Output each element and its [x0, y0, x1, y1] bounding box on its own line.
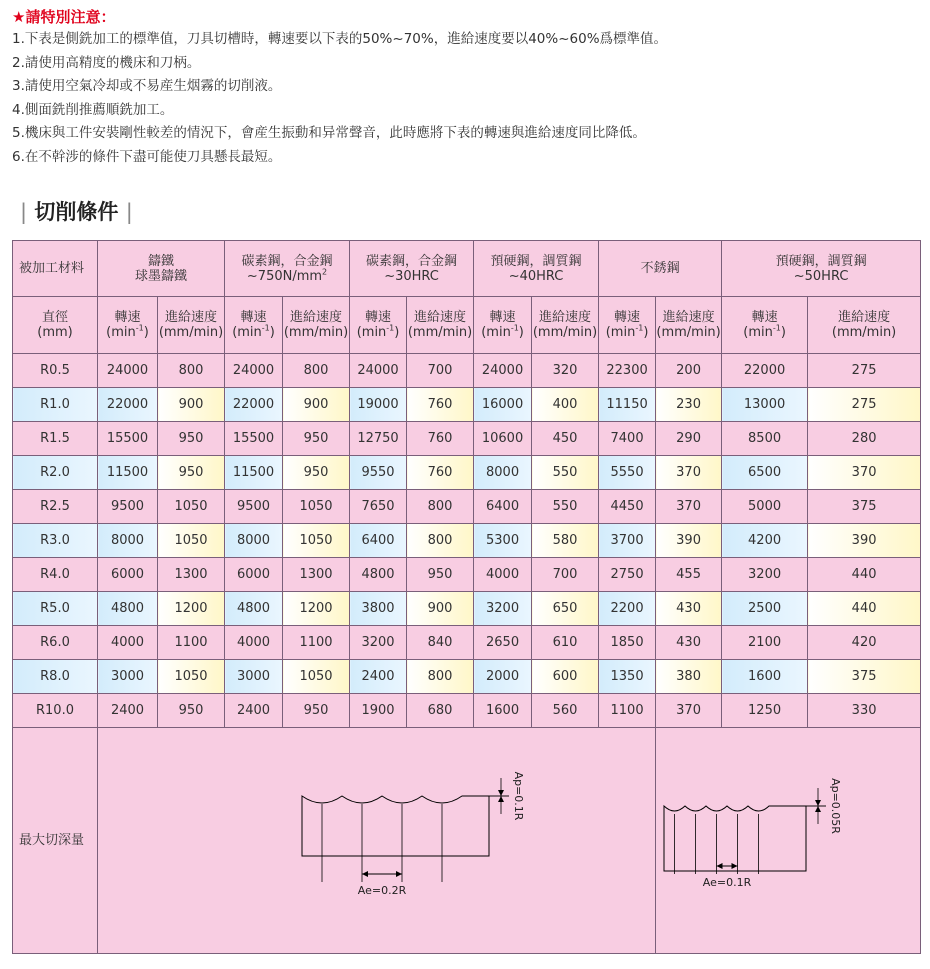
value-cell: 950 [283, 422, 350, 456]
value-cell: 1050 [283, 660, 350, 694]
speed-unit: (min [743, 325, 773, 340]
speed-unit: (min [605, 325, 636, 340]
feed-unit: (mm/min) [532, 325, 598, 340]
feed-unit: (mm/min) [283, 325, 349, 340]
material-group-header [599, 241, 722, 297]
feed-header-cell [532, 297, 599, 354]
speed-unit: (min [106, 325, 136, 340]
section-title-text: 切削條件 [34, 200, 119, 224]
value-cell: 275 [808, 388, 921, 422]
value-cell: 16000 [474, 388, 532, 422]
cutting-depth-diagram [98, 728, 656, 953]
value-cell: 950 [158, 456, 225, 490]
value-cell: 2500 [722, 592, 808, 626]
value-cell: 900 [407, 592, 474, 626]
radius-cell: R2.0 [13, 456, 98, 490]
cutting-conditions-table [12, 240, 921, 954]
value-cell: 5000 [722, 490, 808, 524]
speed-unit-superscript: -1 [510, 323, 519, 333]
table-row [13, 354, 921, 388]
material-group-header [350, 241, 474, 297]
note-item: 3.請使用空氣冷却或不易産生烟霧的切削液。 [12, 78, 282, 94]
value-cell: 2000 [474, 660, 532, 694]
speed-unit-superscript: -1 [635, 323, 644, 333]
value-cell: 1350 [599, 660, 656, 694]
value-cell: 3200 [722, 558, 808, 592]
value-cell: 370 [656, 490, 722, 524]
table-row [13, 388, 921, 422]
value-cell: 800 [407, 524, 474, 558]
value-cell: 9500 [225, 490, 283, 524]
value-cell: 700 [532, 558, 599, 592]
value-cell: 800 [283, 354, 350, 388]
table-row [13, 524, 921, 558]
value-cell: 550 [532, 490, 599, 524]
feed-unit: (mm/min) [656, 325, 721, 340]
value-cell: 1100 [599, 694, 656, 728]
radius-cell: R5.0 [13, 592, 98, 626]
ap-label: Ap=0.05R [829, 778, 843, 834]
value-cell: 230 [656, 388, 722, 422]
value-cell: 760 [407, 456, 474, 490]
value-cell: 8000 [225, 524, 283, 558]
value-cell: 11500 [98, 456, 158, 490]
value-cell: 8000 [98, 524, 158, 558]
material-group-header [722, 241, 921, 297]
value-cell: 760 [407, 388, 474, 422]
value-cell: 3000 [98, 660, 158, 694]
value-cell: 440 [808, 558, 921, 592]
value-cell: 4000 [225, 626, 283, 660]
feed-unit: (mm/min) [158, 325, 224, 340]
note-item: 4.側面銑削推薦順銑加工。 [12, 101, 174, 118]
value-cell: 15500 [98, 422, 158, 456]
value-cell: 3200 [350, 626, 407, 660]
value-cell: 6500 [722, 456, 808, 490]
value-cell: 22000 [98, 388, 158, 422]
feed-label: 進給速度 [290, 310, 343, 325]
value-cell: 1600 [722, 660, 808, 694]
feed-unit: (mm/min) [407, 325, 473, 340]
value-cell: 290 [656, 422, 722, 456]
feed-header-cell [808, 297, 921, 354]
speed-unit-superscript: -1 [261, 323, 270, 333]
speed-unit-close: ) [269, 325, 275, 340]
value-cell: 11500 [225, 456, 283, 490]
speed-unit: (min [356, 325, 387, 340]
value-cell: 4450 [599, 490, 656, 524]
speed-header-cell [98, 297, 158, 354]
value-cell: 4800 [225, 592, 283, 626]
table-row [13, 592, 921, 626]
value-cell: 760 [407, 422, 474, 456]
value-cell: 19000 [350, 388, 407, 422]
value-cell: 1300 [283, 558, 350, 592]
value-cell: 6000 [225, 558, 283, 592]
radius-cell: R8.0 [13, 660, 98, 694]
value-cell: 370 [656, 694, 722, 728]
value-cell: 200 [656, 354, 722, 388]
workpiece-outline [302, 796, 489, 856]
feed-label: 進給速度 [662, 310, 715, 325]
radius-cell: R10.0 [13, 694, 98, 728]
speed-unit-superscript: -1 [772, 323, 781, 333]
value-cell: 12750 [350, 422, 407, 456]
material-name-line2: ~30HRC [384, 268, 439, 284]
feed-unit: (mm/min) [831, 325, 897, 340]
radius-cell: R1.0 [13, 388, 98, 422]
material-name-line1: 預硬鋼，調質鋼 [490, 253, 582, 269]
speed-label: 轉速 [240, 310, 267, 325]
value-cell: 15500 [225, 422, 283, 456]
value-cell: 950 [283, 694, 350, 728]
value-cell: 580 [532, 524, 599, 558]
value-cell: 800 [158, 354, 225, 388]
value-cell: 450 [532, 422, 599, 456]
value-cell: 24000 [98, 354, 158, 388]
material-group-header [474, 241, 599, 297]
value-cell: 275 [808, 354, 921, 388]
speed-unit-close: ) [143, 325, 149, 340]
ae-label: Ae=0.1R [702, 876, 752, 889]
value-cell: 22000 [225, 388, 283, 422]
value-cell: 1050 [158, 524, 225, 558]
value-cell: 24000 [474, 354, 532, 388]
value-cell: 280 [808, 422, 921, 456]
value-cell: 2400 [98, 694, 158, 728]
section-title [20, 196, 133, 228]
speed-header-cell [225, 297, 283, 354]
speed-unit-close: ) [394, 325, 400, 340]
value-cell: 370 [808, 456, 921, 490]
value-cell: 430 [656, 626, 722, 660]
material-name-line2: ~50HRC [793, 268, 849, 284]
value-cell: 550 [532, 456, 599, 490]
note-item: 6.在不幹涉的條件下盡可能使刀具懸長最短。 [12, 148, 282, 165]
value-cell: 1100 [158, 626, 225, 660]
value-cell: 1600 [474, 694, 532, 728]
value-cell: 9500 [98, 490, 158, 524]
value-cell: 390 [656, 524, 722, 558]
value-cell: 6400 [474, 490, 532, 524]
feed-label: 進給速度 [414, 310, 467, 325]
value-cell: 420 [808, 626, 921, 660]
speed-unit-close: ) [518, 325, 524, 340]
value-cell: 430 [656, 592, 722, 626]
value-cell: 560 [532, 694, 599, 728]
value-cell: 4800 [350, 558, 407, 592]
value-cell: 1050 [158, 660, 225, 694]
diameter-header-cell [13, 297, 98, 354]
speed-label: 轉速 [614, 310, 641, 325]
value-cell: 2750 [599, 558, 656, 592]
speed-unit: (min [232, 325, 262, 340]
material-name-line2: 球墨鑄鐵 [135, 268, 188, 284]
note-item: 5.機床與工件安裝剛性較差的情況下，會産生振動和异常聲音，此時應將下表的轉速與進給速度同比降低。 [12, 125, 646, 141]
value-cell: 370 [656, 456, 722, 490]
speed-label: 轉速 [365, 310, 392, 325]
value-cell: 610 [532, 626, 599, 660]
speed-header-cell [599, 297, 656, 354]
material-name-line1: 碳素鋼，合金鋼 [366, 253, 458, 269]
value-cell: 1300 [158, 558, 225, 592]
value-cell: 700 [407, 354, 474, 388]
table-row [13, 626, 921, 660]
value-cell: 1250 [722, 694, 808, 728]
value-cell: 2400 [225, 694, 283, 728]
ae-label: Ae=0.2R [357, 884, 407, 897]
value-cell: 22000 [722, 354, 808, 388]
value-cell: 13000 [722, 388, 808, 422]
value-cell: 680 [407, 694, 474, 728]
value-cell: 800 [407, 660, 474, 694]
value-cell: 3700 [599, 524, 656, 558]
value-cell: 3200 [474, 592, 532, 626]
feed-header-cell [158, 297, 225, 354]
value-cell: 950 [407, 558, 474, 592]
unit-superscript: 2 [322, 267, 328, 277]
notes-list [12, 28, 912, 169]
value-cell: 6400 [350, 524, 407, 558]
material-name-line2: ~40HRC [508, 268, 564, 284]
radius-cell: R3.0 [13, 524, 98, 558]
material-group-header [225, 241, 350, 297]
feed-label: 進給速度 [838, 310, 891, 325]
speed-unit-close: ) [780, 325, 786, 340]
radius-cell: R4.0 [13, 558, 98, 592]
value-cell: 400 [532, 388, 599, 422]
value-cell: 900 [283, 388, 350, 422]
value-cell: 24000 [350, 354, 407, 388]
value-cell: 3800 [350, 592, 407, 626]
notes-section [12, 6, 912, 169]
value-cell: 375 [808, 490, 921, 524]
value-cell: 8000 [474, 456, 532, 490]
value-cell: 380 [656, 660, 722, 694]
value-cell: 1050 [283, 490, 350, 524]
table-row [13, 660, 921, 694]
value-cell: 650 [532, 592, 599, 626]
diagram-cell-2 [656, 728, 921, 954]
value-cell: 2650 [474, 626, 532, 660]
feed-header-cell [656, 297, 722, 354]
value-cell: 950 [158, 422, 225, 456]
radius-cell: R1.5 [13, 422, 98, 456]
value-cell: 4800 [98, 592, 158, 626]
ap-label: Ap=0.1R [512, 771, 525, 821]
value-cell: 6000 [98, 558, 158, 592]
value-cell: 2200 [599, 592, 656, 626]
value-cell: 1850 [599, 626, 656, 660]
value-cell: 455 [656, 558, 722, 592]
speed-unit: (min [481, 325, 511, 340]
speed-header-cell [350, 297, 407, 354]
value-cell: 1100 [283, 626, 350, 660]
table-row [13, 694, 921, 728]
value-cell: 11150 [599, 388, 656, 422]
value-cell: 900 [158, 388, 225, 422]
title-bar-right: | [125, 200, 133, 224]
table-row [13, 422, 921, 456]
speed-label: 轉速 [114, 310, 141, 325]
material-name-line1: 碳素鋼，合金鋼 [241, 253, 333, 269]
speed-label: 轉速 [751, 310, 778, 325]
radius-cell: R0.5 [13, 354, 98, 388]
material-name-line1: 不銹鋼 [640, 261, 680, 276]
cutting-depth-diagram [656, 728, 920, 953]
value-cell: 600 [532, 660, 599, 694]
diameter-label: 直徑 [41, 310, 68, 325]
value-cell: 950 [283, 456, 350, 490]
feed-header-cell [407, 297, 474, 354]
value-cell: 7400 [599, 422, 656, 456]
value-cell: 1200 [158, 592, 225, 626]
diameter-unit: (mm) [37, 325, 73, 340]
value-cell: 9550 [350, 456, 407, 490]
radius-cell: R2.5 [13, 490, 98, 524]
speed-unit-close: ) [643, 325, 649, 340]
value-cell: 5550 [599, 456, 656, 490]
material-name-line1: 鑄鐵 [148, 253, 175, 269]
speed-label: 轉速 [489, 310, 516, 325]
value-cell: 440 [808, 592, 921, 626]
value-cell: 320 [532, 354, 599, 388]
radius-cell: R6.0 [13, 626, 98, 660]
notes-title: ★請特別注意： [12, 8, 116, 26]
value-cell: 2400 [350, 660, 407, 694]
value-cell: 4000 [474, 558, 532, 592]
value-cell: 8500 [722, 422, 808, 456]
diagram-cell-1 [98, 728, 656, 954]
speed-unit-superscript: -1 [135, 323, 144, 333]
speed-header-cell [722, 297, 808, 354]
value-cell: 330 [808, 694, 921, 728]
value-cell: 5300 [474, 524, 532, 558]
value-cell: 800 [407, 490, 474, 524]
workpiece-outline [664, 806, 806, 871]
table-row [13, 558, 921, 592]
material-name-line1: 預硬鋼，調質鋼 [775, 253, 867, 269]
feed-header-cell [283, 297, 350, 354]
value-cell: 24000 [225, 354, 283, 388]
speed-header-cell [474, 297, 532, 354]
material-name-line2: ~750N/mm [246, 268, 323, 284]
value-cell: 840 [407, 626, 474, 660]
feed-label: 進給速度 [165, 310, 218, 325]
note-item: 2.請使用高精度的機床和刀柄。 [12, 54, 201, 71]
value-cell: 10600 [474, 422, 532, 456]
title-bar-left: | [20, 200, 28, 224]
value-cell: 1050 [158, 490, 225, 524]
material-group-header [98, 241, 225, 297]
note-item: 1.下表是側銑加工的標準值，刀具切槽時，轉速要以下表的50%~70%，進給速度要以40%~60%爲標準值。 [12, 31, 668, 47]
value-cell: 7650 [350, 490, 407, 524]
value-cell: 1900 [350, 694, 407, 728]
value-cell: 950 [158, 694, 225, 728]
value-cell: 375 [808, 660, 921, 694]
value-cell: 22300 [599, 354, 656, 388]
value-cell: 390 [808, 524, 921, 558]
value-cell: 1200 [283, 592, 350, 626]
value-cell: 3000 [225, 660, 283, 694]
depth-label-cell: 最大切深量 [13, 728, 98, 954]
material-header-cell: 被加工材料 [13, 241, 98, 297]
value-cell: 2100 [722, 626, 808, 660]
value-cell: 1050 [283, 524, 350, 558]
table-row [13, 456, 921, 490]
feed-label: 進給速度 [539, 310, 592, 325]
value-cell: 4000 [98, 626, 158, 660]
table-row [13, 490, 921, 524]
value-cell: 4200 [722, 524, 808, 558]
speed-unit-superscript: -1 [386, 323, 395, 333]
